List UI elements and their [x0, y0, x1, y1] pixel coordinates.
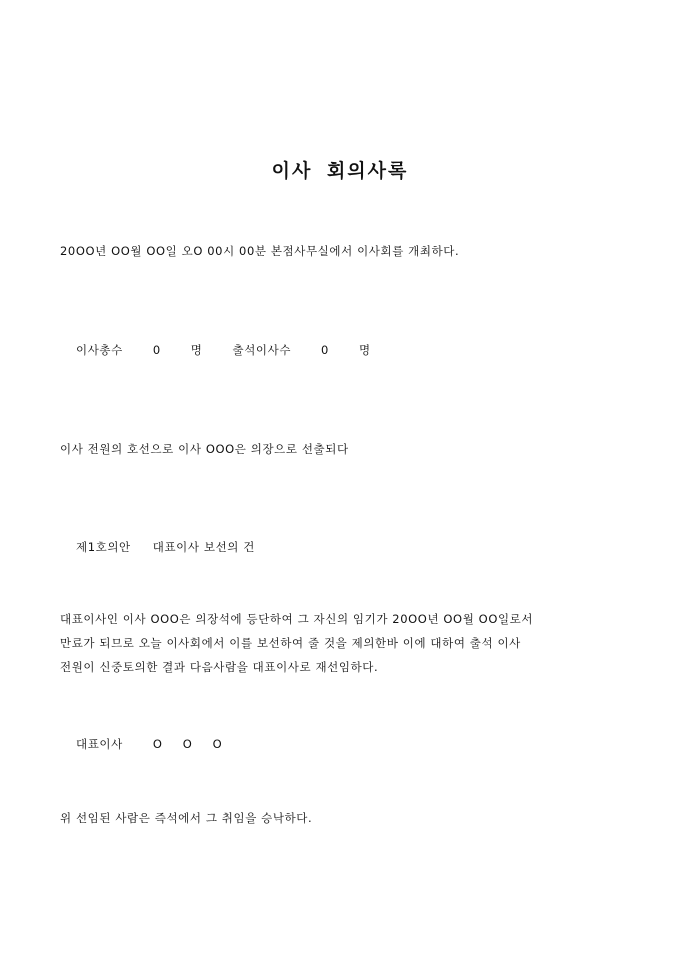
- present-directors-value: 0: [321, 343, 329, 357]
- chair-election-line: 이사 전원의 호선으로 이사 OOO은 의장으로 선출되다: [60, 442, 349, 456]
- appointee-label: 대표이사: [76, 737, 123, 751]
- appointee-line: [76, 736, 222, 752]
- total-directors-unit: 명: [190, 343, 203, 357]
- present-directors-unit: 명: [358, 343, 371, 357]
- total-directors-value: 0: [152, 343, 161, 357]
- document-title: 이사 회의사록: [271, 160, 409, 182]
- appointee-name: O O O: [152, 737, 223, 751]
- resolution-paragraph: [60, 607, 625, 679]
- attendance-line: [76, 342, 371, 358]
- opening-line: 20OO년 OO월 OO일 오O 00시 00분 본점사무실에서 이사회를 개최하다.: [60, 244, 460, 258]
- agenda-subject: 대표이사 보선의 건: [152, 540, 255, 554]
- agenda-number: 제1호의안: [76, 540, 131, 554]
- resolution-line: 만료가 되므로 오늘 이사회에서 이를 보선하여 줄 것을 제의한바 이에 대하여 출석 이사: [60, 636, 521, 650]
- present-directors-label: 출석이사수: [232, 343, 292, 357]
- total-directors-label: 이사총수: [76, 343, 123, 357]
- resolution-line: 대표이사인 이사 OOO은 의장석에 등단하여 그 자신의 임기가 20OO년 OO월 OO일로서: [60, 612, 534, 626]
- agenda-line: [76, 539, 255, 555]
- acceptance-line: 위 선임된 사람은 즉석에서 그 취임을 승낙하다.: [60, 811, 313, 825]
- resolution-line: 전원이 신중토의한 결과 다음사람을 대표이사로 재선임하다.: [60, 660, 379, 674]
